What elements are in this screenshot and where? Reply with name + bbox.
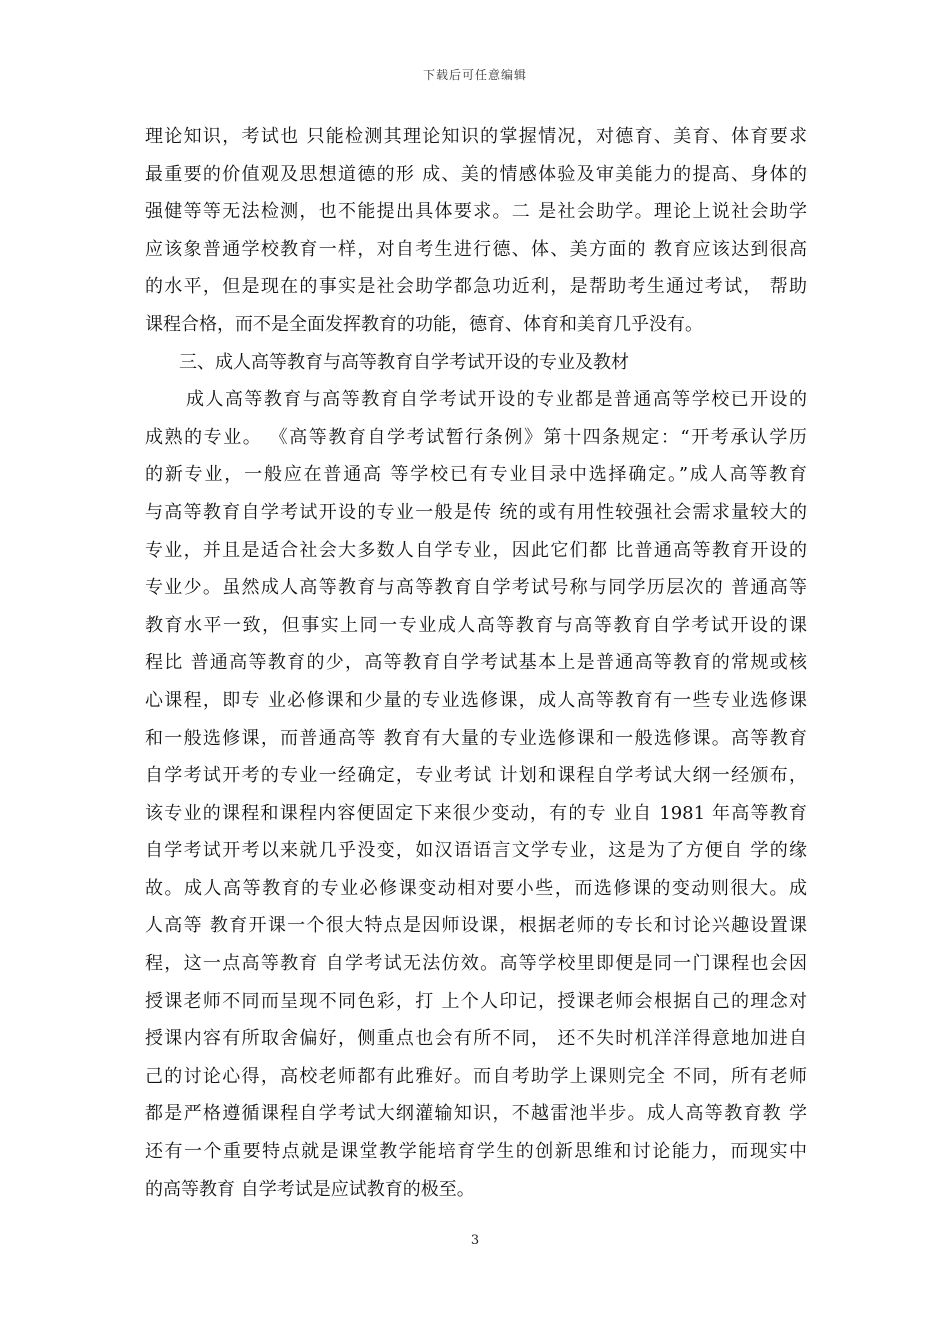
section-heading: 三、成人高等教育与高等教育自学考试开设的专业及教材 bbox=[179, 351, 629, 373]
text-line: 课程合格，而不是全面发挥教育的功能，德育、体育和美育几乎没有。 bbox=[145, 313, 703, 335]
text-line: 心课程，即专 业必修课和少量的专业选修课，成人高等教育有一些专业选修课 bbox=[145, 689, 807, 711]
text-line: 授课老师不同而呈现不同色彩，打 上个人印记，授课老师会根据自己的理念对 bbox=[145, 990, 807, 1012]
text-line: 的水平，但是现在的事实是社会助学都急功近利，是帮助考生通过考试， 帮助 bbox=[145, 276, 807, 298]
text-line: 授课内容有所取舍偏好，侧重点也会有所不同， 还不失时机洋洋得意地加进自 bbox=[145, 1028, 807, 1050]
text-line: 专业少。虽然成人高等教育与高等教育自学考试号称与同学历层次的 普通高等 bbox=[145, 577, 807, 599]
text-line: 教育水平一致，但事实上同一专业成人高等教育与高等教育自学考试开设的课 bbox=[145, 614, 807, 636]
text-line: 都是严格遵循课程自学考试大纲灌输知识，不越雷池半步。成人高等教育教 学 bbox=[145, 1103, 807, 1125]
text-line: 程比 普通高等教育的少，高等教育自学考试基本上是普通高等教育的常规或核 bbox=[145, 652, 807, 674]
text-line: 人高等 教育开课一个很大特点是因师设课，根据老师的专长和讨论兴趣设置课 bbox=[145, 915, 807, 937]
text-line: 程，这一点高等教育 自学考试无法仿效。高等学校里即便是同一门课程也会因 bbox=[145, 953, 807, 975]
text-line: 成人高等教育与高等教育自学考试开设的专业都是普通高等学校已开设的 bbox=[186, 389, 807, 411]
text-line: 自学考试开考以来就几乎没变，如汉语语言文学专业，这是为了方便自 学的缘 bbox=[145, 840, 807, 862]
text-line: 故。成人高等教育的专业必修课变动相对要小些，而选修课的变动则很大。成 bbox=[145, 877, 807, 899]
text-line: 还有一个重要特点就是课堂教学能培育学生的创新思维和讨论能力，而现实中 bbox=[145, 1141, 807, 1163]
text-line: 强健等等无法检测，也不能提出具体要求。二 是社会助学。理论上说社会助学 bbox=[145, 201, 807, 223]
text-line: 己的讨论心得，高校老师都有此雅好。而自考助学上课则完全 不同，所有老师 bbox=[145, 1065, 807, 1087]
text-line: 的高等教育 自学考试是应试教育的极至。 bbox=[145, 1178, 475, 1200]
text-line: 自学考试开考的专业一经确定，专业考试 计划和课程自学考试大纲一经颁布， bbox=[145, 765, 807, 787]
page-header: 下载后可任意编辑 bbox=[422, 68, 527, 82]
text-line: 该专业的课程和课程内容便固定下来很少变动，有的专 业自 1981 年高等教育 bbox=[145, 802, 807, 824]
text-line: 的新专业，一般应在普通高 等学校已有专业目录中选择确定。”成人高等教育 bbox=[145, 464, 807, 486]
text-line: 专业，并且是适合社会大多数人自学专业，因此它们都 比普通高等教育开设的 bbox=[145, 539, 807, 561]
text-line: 成熟的专业。 《高等教育自学考试暂行条例》第十四条规定：“开考承认学历 bbox=[145, 426, 807, 448]
document-body bbox=[145, 118, 807, 1208]
text-line: 最重要的价值观及思想道德的形 成、美的情感体验及审美能力的提高、身体的 bbox=[145, 163, 807, 185]
page-number: 3 bbox=[470, 1233, 480, 1248]
text-line: 应该象普通学校教育一样，对自考生进行德、体、美方面的 教育应该达到很高 bbox=[145, 238, 807, 260]
text-line: 理论知识，考试也 只能检测其理论知识的掌握情况，对德育、美育、体育要求 bbox=[145, 126, 807, 147]
text-line: 和一般选修课，而普通高等 教育有大量的专业选修课和一般选修课。高等教育 bbox=[145, 727, 807, 749]
text-line: 与高等教育自学考试开设的专业一般是传 统的或有用性较强社会需求量较大的 bbox=[145, 501, 807, 523]
